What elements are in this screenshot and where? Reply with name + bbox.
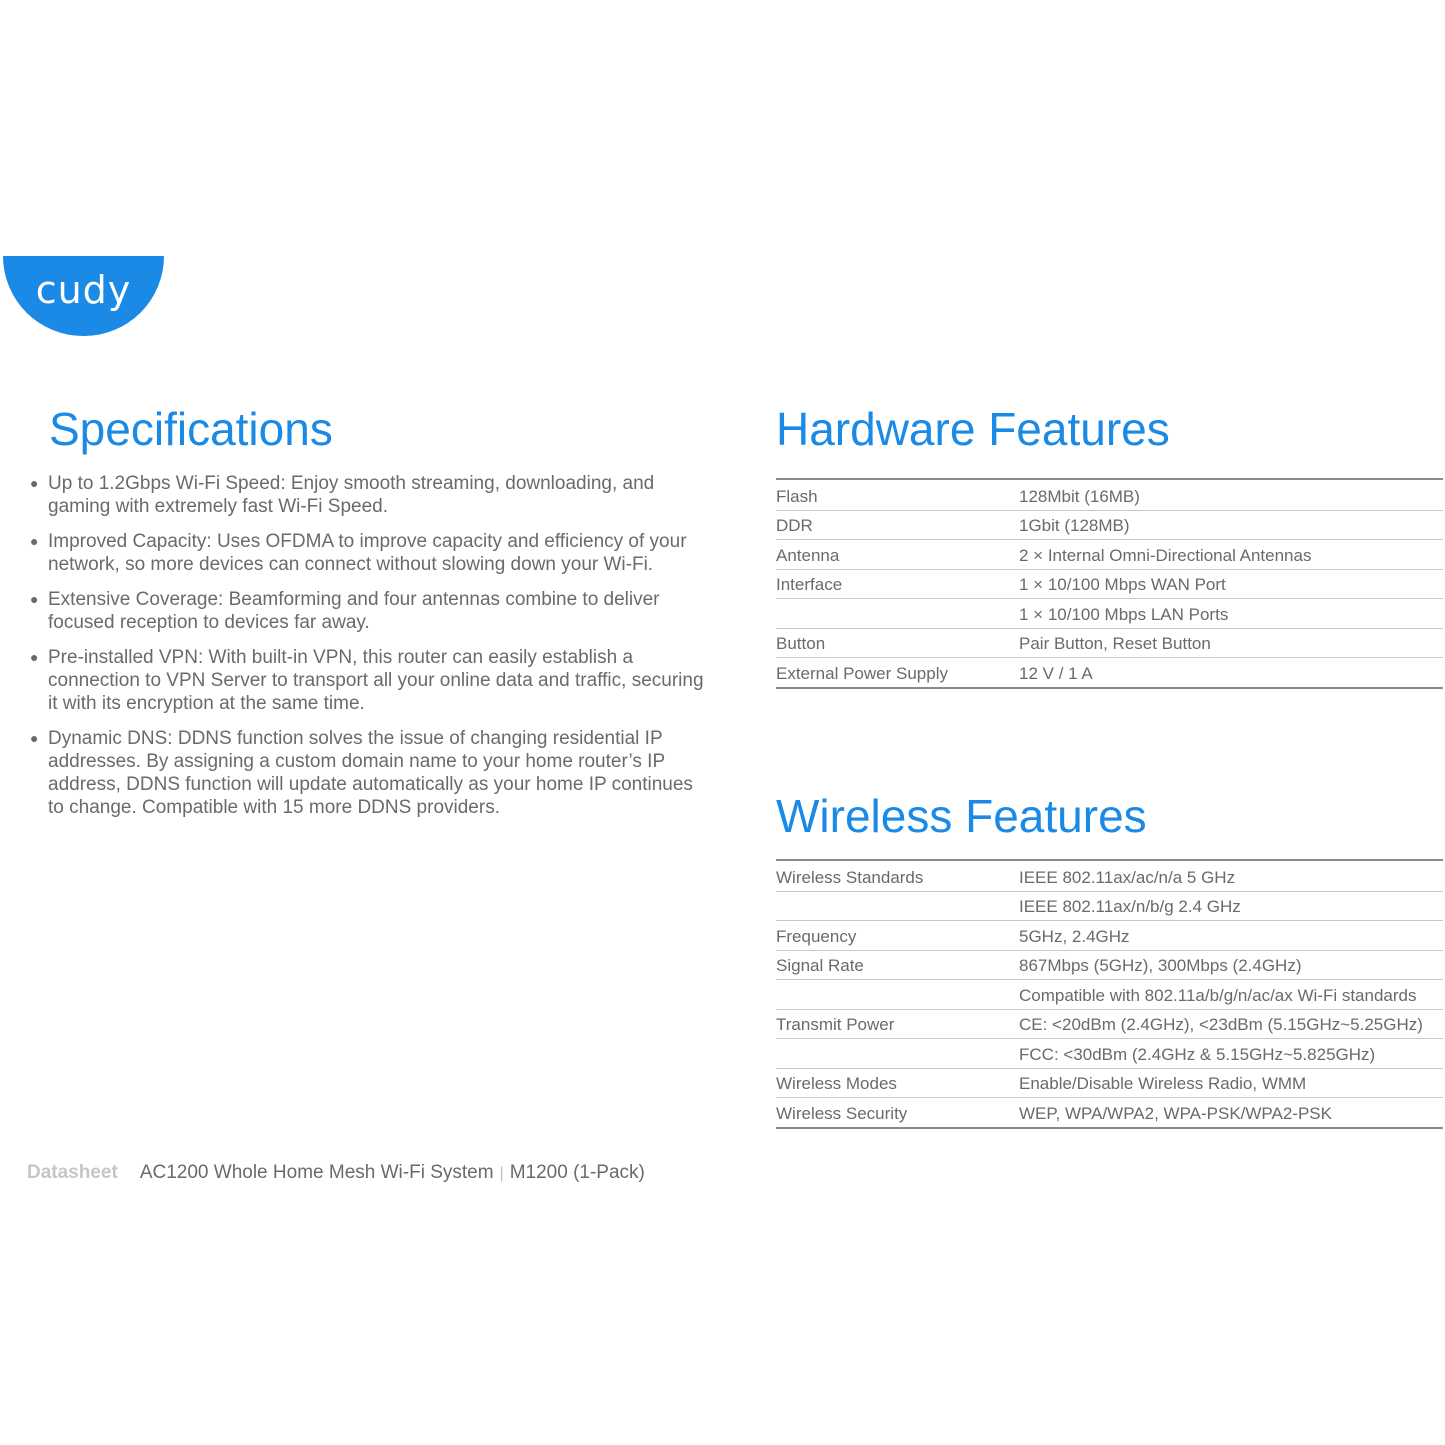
spec-item-text: Improved Capacity: Uses OFDMA to improve capacity and efficiency of your network, so more devices can connect without slowing down your Wi-Fi.	[48, 531, 687, 575]
row-value: 128Mbit (16MB)	[1019, 486, 1140, 506]
spec-item-text: Up to 1.2Gbps Wi-Fi Speed: Enjoy smooth streaming, downloading, and gaming with extremely fast Wi-Fi Speed.	[48, 473, 655, 517]
table-row	[776, 510, 1443, 540]
table-row	[776, 628, 1443, 658]
row-label: Signal Rate	[776, 956, 864, 975]
row-label: Antenna	[776, 545, 840, 565]
table-row	[776, 979, 1443, 1009]
spec-item-text: Extensive Coverage: Beamforming and four antennas combine to deliver focused reception to devices far away.	[48, 589, 660, 633]
row-label: Flash	[776, 486, 818, 506]
spec-item-text: Pre-installed VPN: With built-in VPN, this router can easily establish a connection to VPN Server to transport all your online data and traffic, securing it with its encryption at the same time.	[48, 647, 704, 714]
bullet-icon: ●	[30, 730, 39, 746]
spec-item-text: Dynamic DNS: DDNS function solves the issue of changing residential IP addresses. By assigning a custom domain name to your home router’s IP address, DDNS function will update automatically as your home IP continues to change. Compatible with 15 more DDNS providers.	[48, 728, 693, 818]
table-row	[776, 891, 1443, 921]
row-value: 1 × 10/100 Mbps WAN Port	[1019, 575, 1226, 594]
spec-item	[30, 588, 710, 634]
table-row	[776, 1068, 1443, 1098]
row-value: WEP, WPA/WPA2, WPA-PSK/WPA2-PSK	[1019, 1103, 1332, 1123]
row-value: FCC: <30dBm (2.4GHz & 5.15GHz~5.825GHz)	[1019, 1044, 1376, 1064]
brand-logo	[3, 256, 164, 336]
row-value: IEEE 802.11ax/n/b/g 2.4 GHz	[1019, 897, 1241, 916]
footer-product-name: AC1200 Whole Home Mesh Wi-Fi System	[139, 1162, 494, 1183]
spec-item	[30, 727, 710, 819]
hardware-features-table	[776, 478, 1443, 689]
row-label: Button	[776, 634, 826, 653]
footer-datasheet-label: Datasheet	[27, 1162, 118, 1183]
row-value: 2 × Internal Omni-Directional Antennas	[1019, 545, 1312, 565]
table-row	[776, 480, 1443, 510]
row-value: CE: <20dBm (2.4GHz), <23dBm (5.15GHz~5.25GHz)	[1019, 1015, 1423, 1034]
row-label: DDR	[776, 516, 813, 535]
spec-item	[30, 530, 710, 576]
row-label: Transmit Power	[776, 1015, 895, 1034]
bullet-icon: ●	[30, 649, 39, 665]
row-value: 5GHz, 2.4GHz	[1019, 926, 1130, 946]
bullet-icon: ●	[30, 533, 39, 549]
row-value: 12 V / 1 A	[1019, 663, 1093, 683]
row-value: Enable/Disable Wireless Radio, WMM	[1019, 1074, 1307, 1093]
specifications-list	[30, 472, 710, 831]
table-row	[776, 569, 1443, 599]
row-value: 1 × 10/100 Mbps LAN Ports	[1019, 604, 1229, 624]
row-value: 1Gbit (128MB)	[1019, 516, 1130, 535]
row-value: IEEE 802.11ax/ac/n/a 5 GHz	[1019, 867, 1236, 887]
row-label: Interface	[776, 575, 843, 594]
specifications-title: Specifications	[49, 403, 333, 455]
row-label: External Power Supply	[776, 663, 948, 683]
row-label: Frequency	[776, 926, 857, 946]
row-value: 867Mbps (5GHz), 300Mbps (2.4GHz)	[1019, 956, 1302, 975]
brand-logo-text: cudy	[35, 268, 132, 312]
hardware-features-title: Hardware Features	[776, 403, 1170, 455]
table-row	[776, 861, 1443, 891]
table-row	[776, 920, 1443, 950]
row-label: Wireless Modes	[776, 1074, 897, 1093]
wireless-features-title: Wireless Features	[776, 790, 1147, 842]
wireless-features-table	[776, 859, 1443, 1129]
bullet-icon: ●	[30, 591, 39, 607]
spec-item	[30, 472, 710, 518]
footer-separator: |	[499, 1165, 504, 1182]
table-row	[776, 1009, 1443, 1039]
table-row	[776, 950, 1443, 980]
footer-model: M1200 (1-Pack)	[509, 1162, 645, 1183]
table-row	[776, 539, 1443, 569]
table-row	[776, 1038, 1443, 1068]
datasheet-footer	[27, 1162, 645, 1184]
bullet-icon: ●	[30, 475, 39, 491]
spec-item	[30, 646, 710, 715]
table-row	[776, 657, 1443, 687]
row-value: Pair Button, Reset Button	[1019, 634, 1211, 653]
table-row	[776, 598, 1443, 628]
row-value: Compatible with 802.11a/b/g/n/ac/ax Wi-Fi standards	[1019, 985, 1417, 1005]
table-row	[776, 1097, 1443, 1127]
row-label: Wireless Standards	[776, 867, 924, 887]
row-label: Wireless Security	[776, 1103, 908, 1123]
